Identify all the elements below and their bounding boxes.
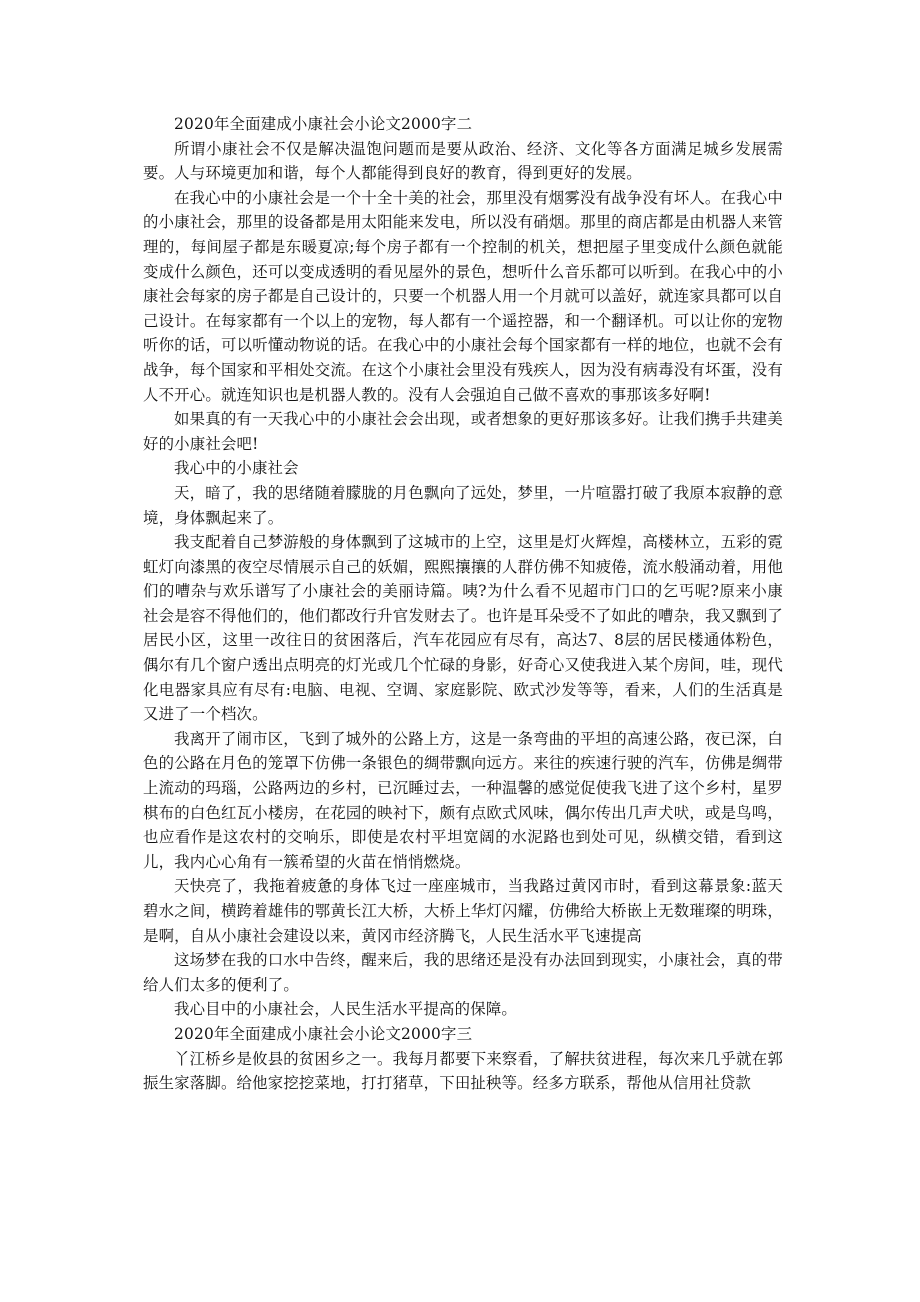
- paragraph-city: 我支配着自己梦游般的身体飘到了这城市的上空，这里是灯火辉煌，高楼林立，五彩的霓虹灯向漆黑的夜空尽情展示自己的妖媚，熙熙攘攘的人群仿佛不知疲倦，流水般涌动着，用他们的嘈杂与欢乐谱写了小康社会的美丽诗篇。咦?为什么看不见超市门口的乞丐呢?原来小康社会是容不得他们的，他们都改行升官发财去了。也许是耳朵受不了如此的嘈杂，我又飘到了居民小区，这里一改往日的贫困落后，汽车花园应有尽有，高达7、8层的居民楼通体粉色，偶尔有几个窗户透出点明亮的灯光或几个忙碌的身影，好奇心又使我进入某个房间，哇，现代化电器家具应有尽有:电脑、电视、空调、家庭影院、欧式沙发等等，看来，人们的生活真是又进了一个档次。: [143, 533, 783, 724]
- paragraph-wake-up: 这场梦在我的口水中告终，醒来后，我的思绪还是没有办法回到现实，小康社会，真的带给人们太多的便利了。: [143, 951, 783, 994]
- paragraph-countryside: 我离开了闹市区，飞到了城外的公路上方，这是一条弯曲的平坦的高速公路，夜已深，白色的公路在月色的笼罩下仿佛一条银色的绸带飘向远方。来往的疾速行驶的汽车，仿佛是绸带上流动的玛瑙，公路两边的乡村，已沉睡过去，一种温馨的感觉促使我飞进了这个乡村，星罗棋布的白色红瓦小楼房，在花园的映衬下，颇有点欧式风味，偶尔传出几声犬吠，或是鸟鸣，也应看作是这农村的交响乐，即使是农村平坦宽阔的水泥路也到处可见，纵横交错，看到这儿，我内心心角有一簇希望的火苗在悄悄燃烧。: [143, 729, 783, 871]
- document-page: [143, 112, 783, 1096]
- paragraph-conclusion: 我心目中的小康社会，人民生活水平提高的保障。: [174, 1000, 517, 1019]
- paragraph-huanggang: 天快亮了，我拖着疲惫的身体飞过一座座城市，当我路过黄冈市时，看到这幕景象:蓝天碧水之间，横跨着雄伟的鄂黄长江大桥，大桥上华灯闪耀，仿佛给大桥嵌上无数璀璨的明珠，是啊，自从小康社会建设以来，黄冈市经济腾飞，人民生活水平飞速提高: [143, 877, 783, 945]
- document-subtitle: 我心中的小康社会: [174, 459, 299, 478]
- paragraph-intro: 所谓小康社会不仅是解决温饱问题而是要从政治、经济、文化等各方面满足城乡发展需要。人与环境更加和谐，每个人都能得到良好的教育，得到更好的发展。: [143, 139, 783, 183]
- paragraph-yajiangqiao: 丫江桥乡是攸县的贫困乡之一。我每月都要下来察看，了解扶贫进程，每次来几乎就在郭振生家落脚。给他家挖挖菜地，打打猪草，下田扯秧等。经多方联系，帮他从信用社贷款: [143, 1049, 783, 1093]
- paragraph-hope: 如果真的有一天我心中的小康社会会出现，或者想象的更好那该多好。让我们携手共建美好的小康社会吧!: [143, 410, 783, 453]
- paragraph-dream-start: 天，暗了，我的思绪随着朦胧的月色飘向了远处，梦里，一片喧嚣打破了我原本寂静的意境，身体飘起来了。: [143, 483, 783, 527]
- document-title-2: 2020年全面建成小康社会小论文2000字三: [174, 1024, 473, 1043]
- document-title-1: 2020年全面建成小康社会小论文2000字二: [174, 115, 473, 133]
- paragraph-ideal-society: 在我心中的小康社会是一个十全十美的社会，那里没有烟雾没有战争没有坏人。在我心中的小康社会，那里的设备都是用太阳能来发电，所以没有硝烟。那里的商店都是由机器人来管理的，每间屋子都是东暖夏凉;每个房子都有一个控制的机关，想把屋子里变成什么颜色就能变成什么颜色，还可以变成透明的看见屋外的景色，想听什么音乐都可以听到。在我心中的小康社会每家的房子都是自己设计的，只要一个机器人用一个月就可以盖好，就连家具都可以自己设计。在每家都有一个以上的宠物，每人都有一个遥控器，和一个翻译机。可以让你的宠物听你的话，可以听懂动物说的话。在我心中的小康社会每个国家都有一样的地位，也就不会有战争，每个国家和平相处交流。在这个小康社会里没有残疾人，因为没有病毒没有坏蛋，没有人不开心。就连知识也是机器人教的。没有人会强迫自己做不喜欢的事那该多好啊!: [143, 188, 783, 404]
